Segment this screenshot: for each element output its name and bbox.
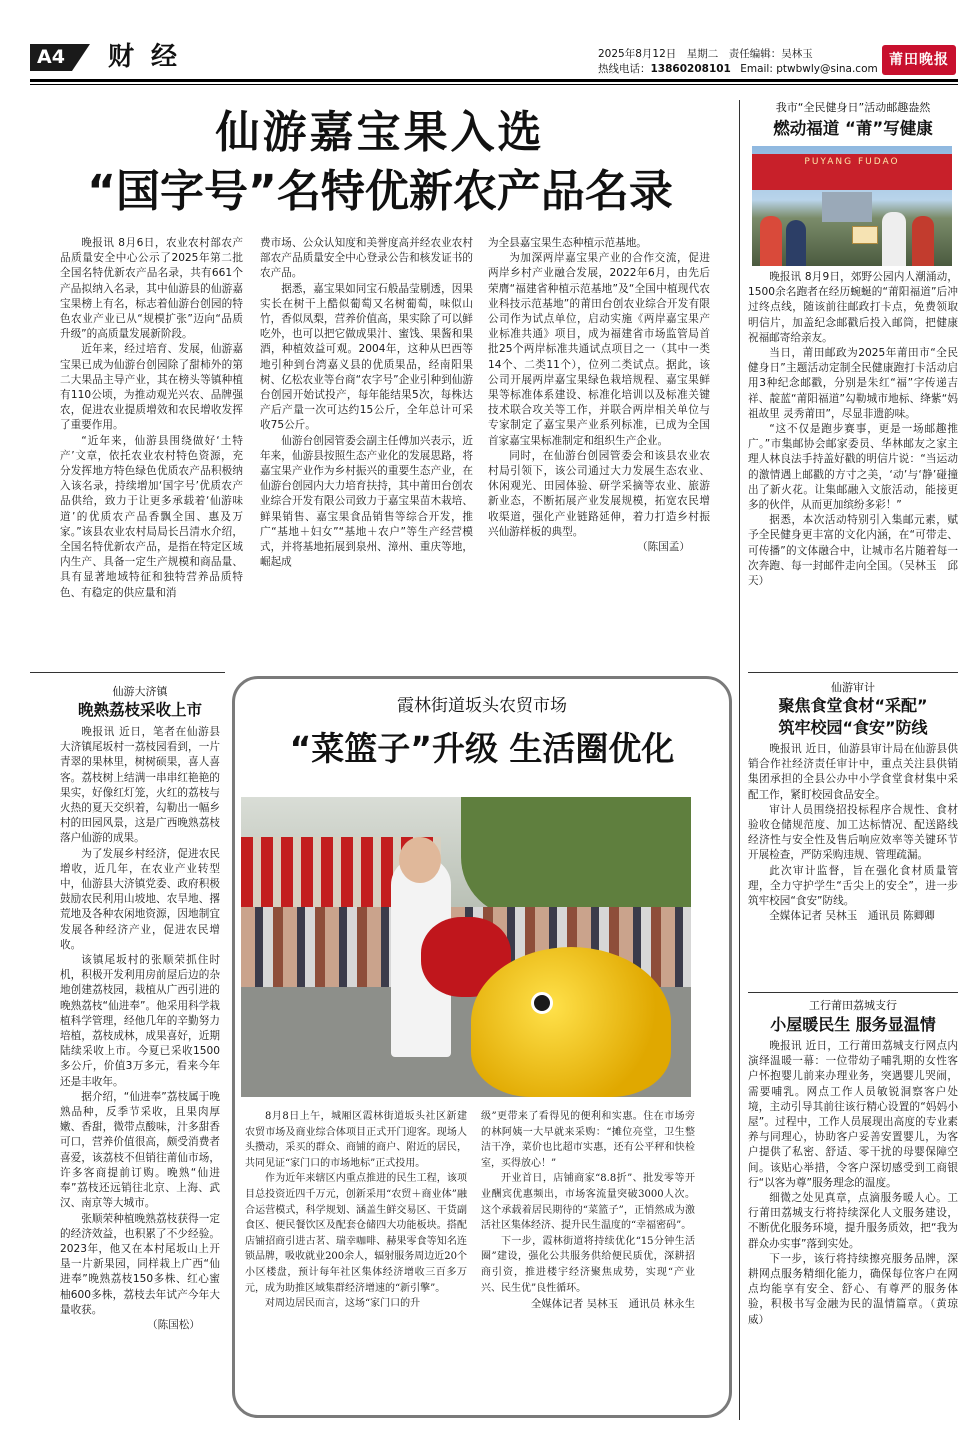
photo-man-head: [399, 837, 441, 883]
audit-title-line1: 聚焦食堂食材“采配”: [778, 696, 928, 715]
fitness-title: 燃动福道 “莆”写健康: [773, 119, 933, 138]
feature-col-1: [245, 1109, 467, 1312]
page-number-tab: [72, 44, 90, 71]
date-line: 2025年8月12日 星期二 责任编辑：吴林玉: [598, 48, 813, 60]
feature-para: 下一步，霞林街道将持续优化“15分钟生活圈”建设，强化公共服务供给便民质优，深耕招商引资，推进楼宇经济聚焦成势，实现“产业兴、民生优”良性循环。: [481, 1235, 695, 1294]
fitness-para: 晚报讯 8月9日，郊野公园内人潮涌动，1500余名跑者在经历蜿蜒的“莆阳福道”后冲过终点线，随该前往邮政打卡点，免费领取明信片，加盖纪念邮戳后投入邮筒，把健康祝福邮寄给亲友。: [748, 271, 958, 344]
photo-banner-text: PUYANG FUDAO: [804, 157, 900, 167]
photo-yellow-lion: [471, 947, 671, 1097]
lychee-para: 据介绍，“仙进奉”荔枝属于晚熟品种，反季节采收，且果肉厚嫩、香甜，微带点酸味，汁多甜香可口，营养价值很高，颇受消费者喜爱，该荔枝不但销往莆仙市场，许多客商提前订购。晚熟“仙进奉”荔枝还远销往北京、上海、武汉、南京等大城市。: [60, 1090, 220, 1210]
section-divider: [30, 672, 225, 673]
fitness-story: [748, 100, 958, 589]
lead-para: 同时，在仙游台创园管委会和该县农业农村局引领下，该公司通过大力发展生态农业、休闲观光、田园体验、研学采摘等农业、旅游新业态，不断拓展产业发展规模，拓宽农民增收渠道，强化产业链路延伸，着力打造乡村振兴仙游样板的典型。: [488, 449, 710, 538]
lychee-para: 为了发展乡村经济，促进农民增收，近几年，在农业产业转型中，仙游县大济镇党委、政府积极鼓励农民利用山坡地、农旱地、撂荒地及各种农闲地资源，因地制宜发展各种经济产业，促进农民增收。: [60, 847, 220, 951]
fitness-photo: [752, 146, 952, 266]
lead-para: “近年来，仙游县围绕做好‘土特产’文章，依托农业农村特色资源，充分发挥地方特色绿色优质农产品积极纳入该名录，持续增加‘国字号’优质农产品供给，致力于让更多承载着‘仙游味道’的优质农产品香飘全国、惠及万家。”该县农业农村局局长吕清水介绍，全国名特优新农产品，是指在特定区域内生产、具备一定生产规模和商品量、具有显著地域特征和独特营养品质特色、有稳定的供应量和消: [60, 434, 243, 599]
photo-postcard: [852, 226, 878, 244]
feature-para: 对周边居民而言，这场“家门口的升: [265, 1298, 421, 1310]
bank-title: 小屋暖民生 服务显温情: [770, 1015, 936, 1034]
photo-lion-eye: [531, 992, 553, 1014]
lead-para: 仙游台创园管委会副主任傅加兴表示，近年来，仙游县按照生态产业化的发展思路，将嘉宝果产业作为乡村振兴的重要生态产业，在仙游台创园内大力培育扶持，其中莆田台创农业综合开发有限公司致力于嘉宝果苗木栽培、鲜果销售、嘉宝果食品销售等综合开发，推广“基地＋妇女”“基地＋农户”等生产经营模式，并将基地拓展到泉州、漳州、重庆等地，崛起成: [260, 434, 473, 569]
lead-para: 据悉，嘉宝果如同宝石般晶莹剔透，因果实长在树干上酷似葡萄又名树葡萄，味似山竹，香似凤梨，营养价值高，果实除了可以鲜吃外，也可以把它做成果汁、蜜饯、果酱和果酒，种植效益可观。2004年，这种从巴西等地引种到台湾嘉义县的优质果品，经南阳果树、亿松农业等台商“农字号”企业引种到仙游台创园开始试投产，每年能结果5次，每株达产后产量一次可达约15公斤，全年总计可采收75公斤。: [260, 282, 473, 432]
hotline-number: 13860208101: [650, 63, 731, 75]
audit-byline: 全媒体记者 吴林玉 通讯员 陈卿卿: [769, 910, 935, 923]
feature-title: “菜篮子”升级 生活圈优化: [289, 729, 675, 768]
section-divider: [748, 672, 958, 673]
lead-headline: [30, 104, 730, 222]
section-divider: [748, 992, 958, 993]
lead-col-1: [60, 236, 243, 601]
lychee-para: 该镇尾坂村的张顺荣抓住时机，积极开发利用房前屋后边的杂地创建荔枝园，栽植从广西引进的晚熟荔枝“仙进奉”。他采用科学栽植科学管理，经他几年的辛勤努力培植，荔枝成林，成果喜好，近期陆续采收上市。今夏已采收1500多公斤，价值3万多元，看来今年还是丰收年。: [60, 954, 220, 1088]
lead-para: 费市场、公众认知度和美誉度高并经农业农村部农产品质量安全中心登录公告和核发证书的农产品。: [260, 237, 473, 280]
feature-para: 作为近年来辖区内重点推进的民生工程，该项目总投资近四千万元，创新采用“农贸＋商业体”融合运营模式，科学规划、涵盖生鲜交易区、干货副食区、便民餐饮区及配套仓储四大功能板块。搭配店铺招商引进古茗、瑞幸咖啡、赫果零食等知名连锁品牌，吸收就业200余人，辐射服务周边近20个小区楼盘，预计每年社区集体经济增收三百多万元，成为助推区域集群经济增速的“新引擎”。: [245, 1173, 467, 1294]
lead-col-2: [260, 236, 473, 570]
email: Email: ptwbwly@sina.com: [740, 63, 878, 75]
photo-person: [912, 216, 934, 266]
audit-para: 审计人员围绕招投标程序合规性、食材验收仓储规范度、加工达标情况、配送路线经济性与安全性及售后响应效率等关键环节开展检查，严防采购违规、管理疏漏。: [748, 803, 958, 862]
lead-para: 为全县嘉宝果生态种植示范基地。: [488, 237, 647, 249]
feature-kicker: 霞林街道坂头农贸市场: [397, 696, 567, 716]
masthead: [0, 0, 977, 92]
lead-para: 晚报讯 8月6日，农业农村部农产品质量安全中心公示了2025年第二批全国名特优新农产品名录，共有661个产品拟纳入名录，其中仙游县的仙游嘉宝果榜上有名，标志着仙游台创园的特色农业产业已从“规模扩张”迈向“品质升级”的高质量发展新阶段。: [60, 237, 243, 341]
paper-logo: 莆田晚报: [882, 45, 956, 75]
fitness-para: “这不仅是跑步赛事，更是一场邮趣推广。”市集邮协会邮家委员、华林邮友之家主理人林良法手持盖好戳的明信片说：“当运动的激情遇上邮戳的方寸之美，‘动’与‘静’碰撞出了新火花。让集邮融入文旅活动，能接更多的伙伴，从而更加缤纷多彩！”: [748, 423, 958, 512]
lychee-byline: （陈国松）: [147, 1318, 200, 1331]
hotline-label: 热线电话：: [598, 63, 651, 75]
photo-building: [822, 192, 872, 222]
lead-para: 为加深两岸嘉宝果产业的合作交流，促进两岸乡村产业融合发展，2022年6月，由先后荣膺“福建省种植示范基地”及“全国中植现代农业科技示范基地”的莆田台创农业综合开发有限公司作为试点单位，启动实施《两岸嘉宝果产业标准共通》项目，成为福建省市场监管局首批25个两岸标准共通试点项目之一（其中一类14个、二类11个），位列二类试点。据此，该公司开展两岸嘉宝果绿色栽培规程、嘉宝果鲜果等标准体系建设、标准化培训以及标准关键技术联合攻关等工作，并联合两岸相关单位与专家制定了嘉宝果产业系列标准，已成为全国首家嘉宝果标准制定和组织生产企业。: [488, 252, 710, 447]
lead-title-line1: 仙游嘉宝果入选: [215, 107, 545, 158]
lead-byline: （陈国孟）: [637, 541, 690, 554]
fitness-kicker: 我市“全民健身日”活动邮趣盎然: [775, 101, 931, 114]
feature-box: [232, 676, 732, 1418]
fitness-para: 当日，莆田邮政为2025年莆田市“全民健身日”主题活动定制全民健康跑打卡活动启用3种纪念邮戳，分别是朱红“福”字传递吉祥、靛蓝“莆阳福道”勾勒城市地标、绛紫“妈祖故里 灵秀莆田”，尽显非遗韵味。: [748, 347, 958, 420]
photo-person: [882, 212, 906, 266]
audit-kicker: 仙游审计: [831, 681, 875, 694]
bank-para: 下一步，该行将持续擦亮服务品牌，深耕网点服务精细化能力，确保每位客户在网点均能享有安全、舒心、有尊严的服务体验，积极书写金融为民的温情篇章。（黄琼威）: [748, 1252, 958, 1326]
bank-para: 晚报讯 近日，工行莆田荔城支行网点内演绎温暖一幕：一位带幼子哺乳期的女性客户怀抱婴儿前来办理业务，突遇婴儿哭闹，需要哺乳。网点工作人员敏锐洞察客户处境，主动引导其前往该行精心设置的“妈妈小屋”。过程中，工作人员展现出高度的专业素养与同理心，协助客户妥善安置婴儿，为客户提供了私密、舒适、零干扰的母婴保障空间。该贴心举措，令客户深切感受到工商银行“以客为尊”服务理念的温度。: [748, 1040, 958, 1189]
lychee-para: 晚报讯 近日，笔者在仙游县大济镇尾坂村一荔枝园看到，一片青翠的果林里，树树硕果，喜人喜客。荔枝树上结满一串串红艳艳的果实，好像红灯笼，火红的荔枝与火热的夏天交织着，勾勒出一幅乡村的田园风景，这是广西晚熟荔枝落户仙游的成果。: [60, 726, 220, 845]
column-divider: [739, 100, 740, 1420]
audit-story: [748, 680, 958, 924]
lead-title-line2: “国字号”名特优新农产品名录: [87, 166, 673, 217]
contact-line: [598, 63, 878, 76]
lychee-para: 张顺荣种植晚熟荔枝获得一定的经济效益，也积累了不少经验。2023年，他又在本村尾坂山上开垦一片新果园，同样栽上广西“仙进奉”晚熟荔枝150多株、红心蜜柚600多株，荔枝去年试产今年大量收获。: [60, 1212, 220, 1316]
feature-para: 8月8日上午，城厢区霞林街道坂头社区新建农贸市场及商业综合体项目正式开门迎客。现场人头攒动，采买的群众、商铺的商户、附近的居民，共同见证“家门口的市场地标”正式投用。: [245, 1111, 467, 1169]
feature-photo: [241, 797, 691, 1097]
feature-col-2: [481, 1109, 695, 1312]
section-title: 财 经: [108, 42, 182, 72]
feature-para: 级”更带来了看得见的便利和实惠。住在市场旁的林阿姨一大早就来采购：“摊位亮堂，卫生整洁干净，菜价也比超市实惠，还有公平秤和快检室，买得放心！”: [481, 1111, 695, 1169]
audit-para: 晚报讯 近日，仙游县审计局在仙游县供销合作社经济责任审计中，重点关注县供销集团承担的全县公办中小学食堂食材集中采配工作，紧盯校园食品安全。: [748, 743, 958, 801]
lychee-title: 晚熟荔枝采收上市: [77, 701, 202, 719]
audit-title-line2: 筑牢校园“食安”防线: [778, 718, 928, 737]
masthead-rule-thin: [30, 84, 958, 85]
photo-person: [760, 216, 782, 266]
lychee-story: [60, 684, 220, 1333]
feature-para: 开业首日，店铺商家“8.8折”、批发零等开业酬宾优惠频出，市场客流量突破3000人次。这个承载着居民期待的“菜篮子”，正悄然成为激活社区集体经济、提升民生温度的“幸福密码”。: [481, 1173, 695, 1232]
photo-tree: [461, 797, 691, 917]
audit-para: 此次审计监督，旨在强化食材质量管理，全力守护学生“舌尖上的安全”，进一步筑牢校园“食安”防线。: [748, 864, 958, 908]
bank-story: [748, 998, 958, 1328]
photo-person: [786, 220, 806, 266]
lead-para: 近年来，经过培育、发展，仙游嘉宝果已成为仙游台创园除了甜柿外的第二大果品主导产业，其在榜头等镇种植有110公顷，为推动观光兴农、品牌强农，促进农业提质增效和农民增收发挥了重要作用。: [60, 343, 243, 432]
masthead-rule: [30, 79, 958, 82]
page-number: A4: [30, 44, 72, 71]
bank-kicker: 工行莆田荔城支行: [809, 999, 897, 1012]
feature-byline: 全媒体记者 吴林玉 通讯员 林永生: [530, 1298, 695, 1311]
lead-col-3: [488, 236, 710, 555]
fitness-para: 据悉，本次活动特别引入集邮元素，赋予全民健身更丰富的文化内涵，在“可带走、可传播”的文体融合中，让城市名片随着每一次奔跑、每一封邮件走向全国。（吴林玉 邱天）: [748, 514, 958, 588]
bank-para: 细微之处见真章，点滴服务暖人心。工行莆田荔城支行将持续深化人文服务建设，不断优化服务环境，提升服务质效，把“我为群众办实事”落到实处。: [748, 1192, 958, 1250]
lychee-kicker: 仙游大济镇: [112, 685, 168, 698]
